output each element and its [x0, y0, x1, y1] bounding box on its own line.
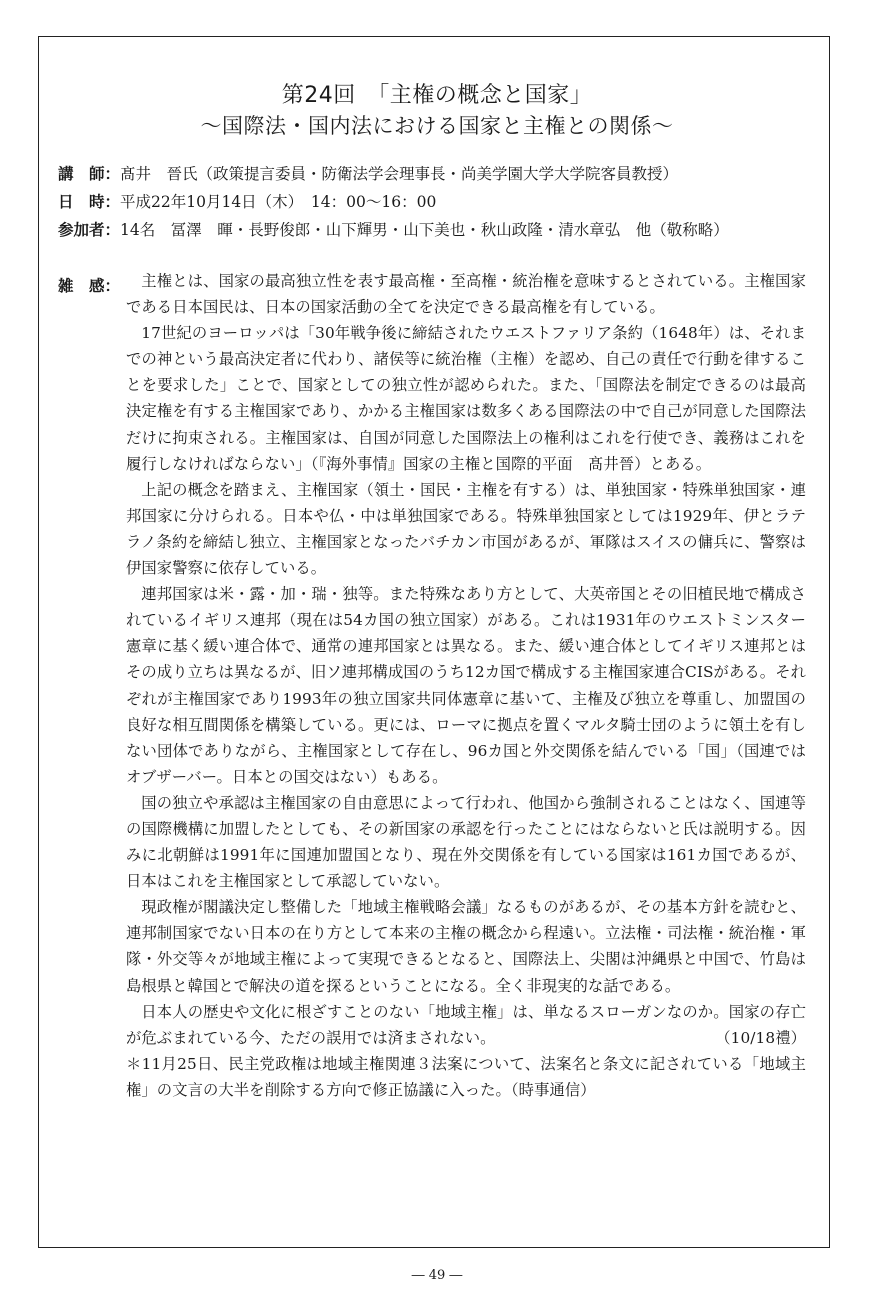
author-signature: （10/18禮） — [715, 1028, 806, 1047]
page-number: ― 49 ― — [411, 1268, 463, 1283]
body-paragraph: 上記の概念を踏まえ、主権国家（領土・国民・主権を有する）は、単独国家・特殊単独国家・連邦国家に分けられる。日本や仏・中は単独国家である。特殊単独国家としては1929年、伊とラテラノ条約を締結し独立、主権国家となったバチカン市国があるが、軍隊はスイスの傭兵に、警察は伊国家警察に依存している。 — [126, 480, 806, 578]
body-paragraph: 主権とは、国家の最高独立性を表す最高権・至高権・統治権を意味するとされている。主権国家である日本国民は、日本の国家活動の全てを決定できる最高権を有している。 — [126, 272, 806, 317]
participants-value: 14名 冨澤 暉・長野俊郎・山下輝男・山下美也・秋山政隆・清水章弘 他（敬称略） — [120, 221, 729, 239]
impressions-body — [126, 268, 806, 1103]
body-paragraph: 17世紀のヨーロッパは「30年戦争後に締結されたウエストファリア条約（1648年）は、それまでの神という最高決定者に代わり、諸侯等に統治権（主権）を認め、自己の責任で行動を律することを要求した」ことで、国家としての独立性が認められた。また、「国際法を制定できるのは最高決定権を有する主権国家であり、かかる主権国家は数多くある国際法の中で自己が同意した国際法だけに拘束される。主権国家は、自国が同意した国際法上の権利はこれを行使でき、義務はこれを履行しなければならない」（『海外事情』国家の主権と国際的平面 髙井晉）とある。 — [126, 324, 806, 473]
participants-row — [58, 220, 729, 240]
body-paragraph: 現政権が閣議決定し整備した「地域主権戦略会議」なるものがあるが、その基本方針を読むと、連邦制国家でない日本の在り方として本来の主権の概念から程遠い。立法権・司法権・統治権・軍隊・外交等々が地域主権によって実現できるとなると、国際法上、尖閣は沖縄県と中国で、竹島は島根県と韓国とで解決の道を探るということになる。全く非現実的な話である。 — [126, 898, 806, 995]
body-paragraph: 連邦国家は米・露・加・瑞・独等。また特殊なあり方として、大英帝国とその旧植民地で構成されているイギリス連邦（現在は54カ国の独立国家）がある。これは1931年のウエストミンスター憲章に基く緩い連合体で、通常の連邦国家とは異なる。また、緩い連合体としてイギリス連邦とはその成り立ちは異なるが、旧ソ連邦構成国のうち12カ国で構成する主権国家連合CISがある。それぞれが主権国家であり1993年の独立国家共同体憲章に基いて、主権及び独立を尊重し、加盟国の良好な相互間関係を構築している。更には、ローマに拠点を置くマルタ騎士団のように領土を有しない団体でありながら、主権国家として存在し、96カ国と外交関係を結んでいる「国」（国連ではオブザーバー。日本との国交はない）もある。 — [126, 585, 806, 786]
page-subtitle: ～国際法・国内法における国家と主権との関係～ — [200, 114, 674, 138]
participants-label: 参加者： — [58, 221, 121, 239]
body-paragraph — [126, 999, 806, 1051]
impressions-label: 雑 感： — [58, 277, 121, 295]
lecturer-label: 講 師： — [58, 165, 121, 183]
closing-text: 日本人の歴史や文化に根ざすことのない「地域主権」は、単なるスローガンなのか。国家の存亡が危ぶまれている今、ただの誤用では済まされない。 — [126, 1002, 806, 1047]
body-paragraph: 国の独立や承認は主権国家の自由意思によって行われ、他国から強制されることはなく、国連等の国際機構に加盟したとしても、その新国家の承認を行ったことにはならないと氏は説明する。因みに北朝鮮は1991年に国連加盟国となり、現在外交関係を有している国家は161カ国であるが、日本はこれを主権国家として承認していない。 — [126, 793, 806, 891]
footnote: ＊11月25日、民主党政権は地域主権関連３法案について、法案名と条文に記されている「地域主権」の文言の大半を削除する方向で修正協議に入った。（時事通信） — [126, 1054, 806, 1099]
lecturer-row — [58, 164, 678, 184]
lecturer-value: 髙井 晉氏（政策提言委員・防衛法学会理事長・尚美学園大学大学院客員教授） — [120, 165, 679, 183]
page-title: 第24回 「主権の概念と国家」 — [281, 83, 593, 108]
date-value: 平成22年10月14日（木） 14：00～16：00 — [120, 193, 437, 211]
date-row — [58, 192, 436, 212]
date-label: 日 時： — [58, 193, 121, 211]
